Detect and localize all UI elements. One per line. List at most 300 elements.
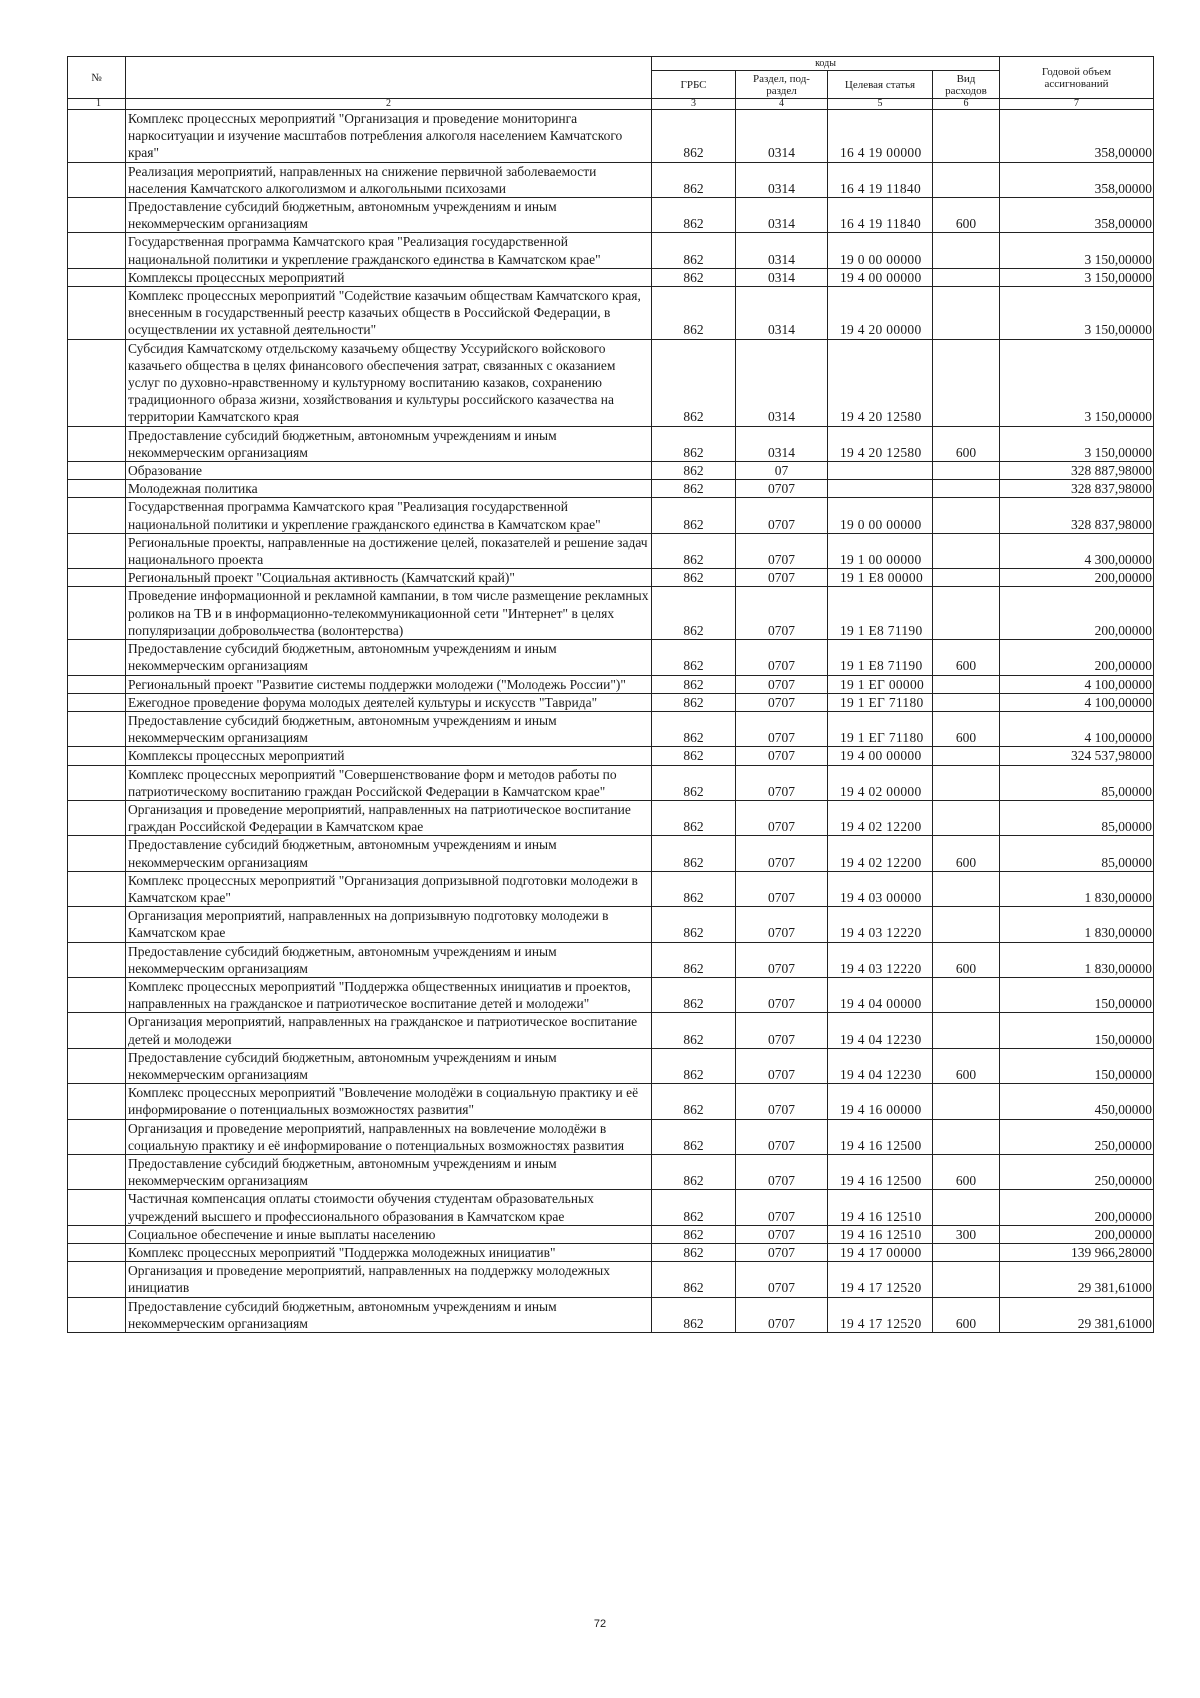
row-celevaya-cell: 19 4 02 12200 [828,800,933,835]
row-vid-cell: 600 [933,1297,1000,1332]
row-celevaya-cell: 19 4 16 12500 [828,1154,933,1189]
row-name-cell: Региональный проект "Социальная активность (Камчатский край)" [126,569,652,587]
row-vid-cell [933,675,1000,693]
row-grbs-cell: 862 [652,977,736,1012]
row-vid-cell [933,287,1000,340]
table-row [68,198,1154,233]
row-grbs-cell: 862 [652,1244,736,1262]
row-vid-cell [933,1013,1000,1048]
row-celevaya-cell: 19 4 20 00000 [828,287,933,340]
row-number-cell [68,198,126,233]
row-grbs-cell: 862 [652,640,736,675]
row-celevaya-cell: 19 4 17 12520 [828,1297,933,1332]
row-celevaya-cell: 19 1 E8 71190 [828,587,933,640]
row-razdel-cell: 0314 [736,198,828,233]
row-razdel-cell: 0707 [736,1297,828,1332]
row-name-cell: Комплекс процессных мероприятий "Вовлечение молодёжи в социальную практику и её информирование о потенциальных возможностях развития" [126,1084,652,1119]
budget-table [67,56,1154,1333]
row-vid-cell [933,162,1000,197]
row-celevaya-cell: 19 4 16 12510 [828,1225,933,1243]
row-name-cell: Предоставление субсидий бюджетным, автономным учреждениям и иным некоммерческим организациям [126,198,652,233]
row-razdel-cell: 0707 [736,480,828,498]
table-row [68,268,1154,286]
row-amount-cell: 200,00000 [1000,640,1154,675]
row-amount-cell: 4 100,00000 [1000,675,1154,693]
col-number-2: 2 [126,99,652,110]
header-vid: Вид расходов [933,71,1000,99]
row-grbs-cell: 862 [652,1297,736,1332]
row-vid-cell [933,462,1000,480]
row-celevaya-cell [828,480,933,498]
row-celevaya-cell: 16 4 19 11840 [828,198,933,233]
header-name [126,57,652,99]
row-razdel-cell: 0314 [736,233,828,268]
row-razdel-cell: 0707 [736,533,828,568]
row-vid-cell [933,110,1000,163]
row-name-cell: Предоставление субсидий бюджетным, автономным учреждениям и иным некоммерческим организациям [126,711,652,746]
table-body [68,110,1154,1333]
row-celevaya-cell: 19 1 ЕГ 71180 [828,711,933,746]
row-grbs-cell: 862 [652,498,736,533]
row-name-cell: Предоставление субсидий бюджетным, автономным учреждениям и иным некоммерческим организациям [126,836,652,871]
row-name-cell: Субсидия Камчатскому отдельскому казачьему обществу Уссурийского войскового казачьего общества в целях финансового обеспечения затрат, связанных с оказанием услуг по духовно-нравственному и культурному воспитанию казаков, сохранению традиционного образа жизни, хозяйствования и культуры российского казачества на территории Камчатского края [126,339,652,426]
table-row [68,287,1154,340]
row-number-cell [68,693,126,711]
row-vid-cell: 600 [933,711,1000,746]
row-name-cell: Организация и проведение мероприятий, направленных на поддержку молодежных инициатив [126,1262,652,1297]
table-row [68,942,1154,977]
row-name-cell: Реализация мероприятий, направленных на снижение первичной заболеваемости населения Камчатского алкоголизмом и алкогольными психозами [126,162,652,197]
row-number-cell [68,498,126,533]
row-amount-cell: 358,00000 [1000,162,1154,197]
row-razdel-cell: 0707 [736,942,828,977]
row-vid-cell: 600 [933,426,1000,461]
row-name-cell: Организация мероприятий, направленных на гражданское и патриотическое воспитание детей и молодежи [126,1013,652,1048]
row-celevaya-cell: 19 1 E8 71190 [828,640,933,675]
row-name-cell: Предоставление субсидий бюджетным, автономным учреждениям и иным некоммерческим организациям [126,1048,652,1083]
row-razdel-cell: 0314 [736,110,828,163]
row-razdel-cell: 0707 [736,1262,828,1297]
row-grbs-cell: 862 [652,1013,736,1048]
col-number-3: 3 [652,99,736,110]
row-grbs-cell: 862 [652,198,736,233]
table-row [68,480,1154,498]
row-razdel-cell: 0707 [736,1084,828,1119]
row-amount-cell: 150,00000 [1000,1048,1154,1083]
row-vid-cell [933,765,1000,800]
row-number-cell [68,942,126,977]
page-number: 72 [593,1618,607,1630]
table-row [68,871,1154,906]
row-celevaya-cell: 19 4 04 00000 [828,977,933,1012]
row-celevaya-cell: 19 4 02 00000 [828,765,933,800]
row-number-cell [68,533,126,568]
header-num: № [68,57,126,99]
row-amount-cell: 200,00000 [1000,569,1154,587]
row-vid-cell [933,800,1000,835]
row-amount-cell: 150,00000 [1000,977,1154,1012]
table-row [68,1262,1154,1297]
row-name-cell: Предоставление субсидий бюджетным, автономным учреждениям и иным некоммерческим организациям [126,1297,652,1332]
row-vid-cell [933,1262,1000,1297]
row-number-cell [68,233,126,268]
row-number-cell [68,1048,126,1083]
table-row [68,498,1154,533]
row-vid-cell [933,533,1000,568]
row-vid-cell [933,1244,1000,1262]
row-number-cell [68,339,126,426]
table-row [68,426,1154,461]
row-amount-cell: 1 830,00000 [1000,871,1154,906]
row-grbs-cell: 862 [652,711,736,746]
row-vid-cell [933,1084,1000,1119]
row-name-cell: Образование [126,462,652,480]
row-celevaya-cell: 19 1 00 00000 [828,533,933,568]
table-row [68,1084,1154,1119]
row-amount-cell: 3 150,00000 [1000,339,1154,426]
row-celevaya-cell: 19 4 04 12230 [828,1048,933,1083]
row-razdel-cell: 0707 [736,693,828,711]
row-name-cell: Социальное обеспечение и иные выплаты населению [126,1225,652,1243]
header-kody: коды [652,57,1000,71]
row-vid-cell: 600 [933,1048,1000,1083]
table-row [68,1190,1154,1225]
row-vid-cell [933,747,1000,765]
row-amount-cell: 200,00000 [1000,1190,1154,1225]
row-number-cell [68,268,126,286]
row-celevaya-cell: 19 0 00 00000 [828,498,933,533]
row-amount-cell: 4 100,00000 [1000,693,1154,711]
row-name-cell: Предоставление субсидий бюджетным, автономным учреждениям и иным некоммерческим организациям [126,942,652,977]
row-grbs-cell: 862 [652,675,736,693]
row-vid-cell [933,907,1000,942]
table-row [68,675,1154,693]
table-row [68,836,1154,871]
row-vid-cell [933,977,1000,1012]
row-razdel-cell: 0707 [736,977,828,1012]
row-grbs-cell: 862 [652,871,736,906]
row-amount-cell: 358,00000 [1000,110,1154,163]
row-number-cell [68,977,126,1012]
row-number-cell [68,1225,126,1243]
row-grbs-cell: 862 [652,800,736,835]
row-amount-cell: 3 150,00000 [1000,287,1154,340]
row-amount-cell: 200,00000 [1000,1225,1154,1243]
row-vid-cell [933,498,1000,533]
row-amount-cell: 3 150,00000 [1000,268,1154,286]
row-amount-cell: 3 150,00000 [1000,426,1154,461]
row-amount-cell: 29 381,61000 [1000,1297,1154,1332]
row-name-cell: Предоставление субсидий бюджетным, автономным учреждениям и иным некоммерческим организациям [126,640,652,675]
row-razdel-cell: 0707 [736,1244,828,1262]
col-number-6: 6 [933,99,1000,110]
row-number-cell [68,1154,126,1189]
row-grbs-cell: 862 [652,569,736,587]
row-celevaya-cell: 16 4 19 11840 [828,162,933,197]
row-number-cell [68,871,126,906]
row-grbs-cell: 862 [652,693,736,711]
row-amount-cell: 85,00000 [1000,765,1154,800]
row-razdel-cell: 0314 [736,287,828,340]
row-name-cell: Комплексы процессных мероприятий [126,268,652,286]
row-amount-cell: 324 537,98000 [1000,747,1154,765]
row-number-cell [68,1297,126,1332]
row-celevaya-cell: 19 1 ЕГ 71180 [828,693,933,711]
table-row [68,110,1154,163]
row-amount-cell: 139 966,28000 [1000,1244,1154,1262]
row-grbs-cell: 862 [652,1225,736,1243]
row-vid-cell [933,268,1000,286]
row-grbs-cell: 862 [652,747,736,765]
row-celevaya-cell: 19 1 ЕГ 00000 [828,675,933,693]
row-name-cell: Организация и проведение мероприятий, направленных на вовлечение молодёжи в социальную практику и её информирование о потенциальных возможностях развития [126,1119,652,1154]
row-number-cell [68,1244,126,1262]
header-razdel: Раздел, под- раздел [736,71,828,99]
row-grbs-cell: 862 [652,1154,736,1189]
row-vid-cell: 600 [933,198,1000,233]
row-grbs-cell: 862 [652,287,736,340]
table-row [68,747,1154,765]
row-grbs-cell: 862 [652,462,736,480]
row-number-cell [68,1190,126,1225]
col-number-5: 5 [828,99,933,110]
row-razdel-cell: 0314 [736,426,828,461]
table-row [68,1297,1154,1332]
row-celevaya-cell: 19 4 16 12500 [828,1119,933,1154]
row-vid-cell: 600 [933,836,1000,871]
row-amount-cell: 85,00000 [1000,836,1154,871]
row-razdel-cell: 0314 [736,162,828,197]
col-number-1: 1 [68,99,126,110]
row-amount-cell: 4 100,00000 [1000,711,1154,746]
row-name-cell: Молодежная политика [126,480,652,498]
row-grbs-cell: 862 [652,426,736,461]
row-vid-cell: 600 [933,942,1000,977]
row-number-cell [68,1084,126,1119]
row-razdel-cell: 0707 [736,1013,828,1048]
table-row [68,765,1154,800]
row-number-cell [68,1013,126,1048]
row-razdel-cell: 0707 [736,498,828,533]
col-number-4: 4 [736,99,828,110]
row-number-cell [68,1262,126,1297]
row-grbs-cell: 862 [652,162,736,197]
row-razdel-cell: 0707 [736,800,828,835]
row-number-cell [68,426,126,461]
table-row [68,640,1154,675]
row-vid-cell: 600 [933,640,1000,675]
row-vid-cell [933,569,1000,587]
row-celevaya-cell: 19 4 03 12220 [828,907,933,942]
col-number-7: 7 [1000,99,1154,110]
row-name-cell: Комплекс процессных мероприятий "Организация и проведение мониторинга наркоситуации и изучение масштабов потребления алкоголя населением Камчатского края" [126,110,652,163]
table-row [68,1244,1154,1262]
table-row [68,693,1154,711]
row-celevaya-cell: 16 4 19 00000 [828,110,933,163]
budget-table-sheet [67,56,1153,1333]
row-amount-cell: 200,00000 [1000,587,1154,640]
row-number-cell [68,162,126,197]
row-number-cell [68,1119,126,1154]
row-vid-cell [933,587,1000,640]
row-vid-cell [933,693,1000,711]
row-vid-cell [933,1119,1000,1154]
row-number-cell [68,569,126,587]
header-amount: Годовой объем ассигнований [1000,57,1154,99]
row-grbs-cell: 862 [652,907,736,942]
table-row [68,569,1154,587]
row-amount-cell: 1 830,00000 [1000,907,1154,942]
table-row [68,533,1154,568]
row-name-cell: Организация и проведение мероприятий, направленных на патриотическое воспитание граждан Российской Федерации в Камчатском крае [126,800,652,835]
row-grbs-cell: 862 [652,942,736,977]
row-celevaya-cell: 19 0 00 00000 [828,233,933,268]
table-row [68,1048,1154,1083]
row-grbs-cell: 862 [652,1262,736,1297]
row-razdel-cell: 07 [736,462,828,480]
row-name-cell: Комплекс процессных мероприятий "Поддержка молодежных инициатив" [126,1244,652,1262]
row-vid-cell [933,233,1000,268]
row-vid-cell [933,871,1000,906]
row-name-cell: Государственная программа Камчатского края "Реализация государственной национальной политики и укрепление гражданского единства в Камчатском крае" [126,498,652,533]
row-name-cell: Частичная компенсация оплаты стоимости обучения студентам образовательных учреждений высшего и профессионального образования в Камчатском крае [126,1190,652,1225]
row-razdel-cell: 0707 [736,747,828,765]
row-amount-cell: 328 887,98000 [1000,462,1154,480]
row-amount-cell: 450,00000 [1000,1084,1154,1119]
table-row [68,1119,1154,1154]
row-number-cell [68,907,126,942]
row-razdel-cell: 0314 [736,339,828,426]
row-amount-cell: 29 381,61000 [1000,1262,1154,1297]
row-grbs-cell: 862 [652,480,736,498]
row-celevaya-cell: 19 4 02 12200 [828,836,933,871]
row-celevaya-cell: 19 1 E8 00000 [828,569,933,587]
row-razdel-cell: 0707 [736,1048,828,1083]
row-razdel-cell: 0707 [736,1154,828,1189]
row-razdel-cell: 0707 [736,587,828,640]
row-celevaya-cell [828,462,933,480]
row-vid-cell: 300 [933,1225,1000,1243]
row-amount-cell: 1 830,00000 [1000,942,1154,977]
table-row [68,1013,1154,1048]
row-name-cell: Организация мероприятий, направленных на допризывную подготовку молодежи в Камчатском крае [126,907,652,942]
row-grbs-cell: 862 [652,533,736,568]
row-number-cell [68,747,126,765]
row-amount-cell: 328 837,98000 [1000,498,1154,533]
row-amount-cell: 250,00000 [1000,1119,1154,1154]
row-vid-cell: 600 [933,1154,1000,1189]
row-number-cell [68,675,126,693]
row-number-cell [68,110,126,163]
table-row [68,587,1154,640]
row-name-cell: Ежегодное проведение форума молодых деятелей культуры и искусств "Таврида" [126,693,652,711]
row-razdel-cell: 0707 [736,1190,828,1225]
row-amount-cell: 85,00000 [1000,800,1154,835]
row-grbs-cell: 862 [652,110,736,163]
table-row [68,339,1154,426]
row-name-cell: Государственная программа Камчатского края "Реализация государственной национальной политики и укрепление гражданского единства в Камчатском крае" [126,233,652,268]
row-amount-cell: 4 300,00000 [1000,533,1154,568]
row-name-cell: Комплексы процессных мероприятий [126,747,652,765]
row-grbs-cell: 862 [652,587,736,640]
header-grbs: ГРБС [652,71,736,99]
row-vid-cell [933,339,1000,426]
row-number-cell [68,640,126,675]
row-amount-cell: 358,00000 [1000,198,1154,233]
row-razdel-cell: 0707 [736,569,828,587]
row-name-cell: Комплекс процессных мероприятий "Организация допризывной подготовки молодежи в Камчатском крае" [126,871,652,906]
row-razdel-cell: 0707 [736,711,828,746]
row-razdel-cell: 0707 [736,871,828,906]
row-amount-cell: 328 837,98000 [1000,480,1154,498]
row-name-cell: Региональные проекты, направленные на достижение целей, показателей и решение задач национального проекта [126,533,652,568]
row-razdel-cell: 0707 [736,675,828,693]
row-grbs-cell: 862 [652,1048,736,1083]
row-grbs-cell: 862 [652,1190,736,1225]
row-grbs-cell: 862 [652,268,736,286]
row-celevaya-cell: 19 4 16 00000 [828,1084,933,1119]
row-number-cell [68,462,126,480]
row-vid-cell [933,1190,1000,1225]
row-amount-cell: 150,00000 [1000,1013,1154,1048]
row-number-cell [68,800,126,835]
table-row [68,1154,1154,1189]
row-name-cell: Комплекс процессных мероприятий "Совершенствование форм и методов работы по патриотическому воспитанию граждан Российской Федерации в Камчатском крае" [126,765,652,800]
row-name-cell: Комплекс процессных мероприятий "Поддержка общественных инициатив и проектов, направленных на гражданское и патриотическое воспитание детей и молодежи" [126,977,652,1012]
row-name-cell: Комплекс процессных мероприятий "Содействие казачьим обществам Камчатского края, внесенным в государственный реестр казачьих обществ в Российской Федерации, в осуществлении их уставной деятельности" [126,287,652,340]
row-name-cell: Проведение информационной и рекламной кампании, в том числе размещение рекламных роликов на ТВ и в информационно-телекоммуникационной сети "Интернет" в целях популяризации добровольчества (волонтерства) [126,587,652,640]
row-number-cell [68,480,126,498]
row-number-cell [68,836,126,871]
table-row [68,800,1154,835]
table-row [68,1225,1154,1243]
row-grbs-cell: 862 [652,339,736,426]
table-row [68,977,1154,1012]
row-celevaya-cell: 19 4 17 00000 [828,1244,933,1262]
row-celevaya-cell: 19 4 17 12520 [828,1262,933,1297]
row-razdel-cell: 0707 [736,836,828,871]
row-razdel-cell: 0707 [736,640,828,675]
row-grbs-cell: 862 [652,836,736,871]
row-razdel-cell: 0314 [736,268,828,286]
row-number-cell [68,711,126,746]
row-celevaya-cell: 19 4 03 00000 [828,871,933,906]
row-amount-cell: 250,00000 [1000,1154,1154,1189]
row-grbs-cell: 862 [652,1084,736,1119]
row-number-cell [68,287,126,340]
row-razdel-cell: 0707 [736,907,828,942]
row-celevaya-cell: 19 4 04 12230 [828,1013,933,1048]
table-row [68,233,1154,268]
row-name-cell: Региональный проект "Развитие системы поддержки молодежи ("Молодежь России")" [126,675,652,693]
row-celevaya-cell: 19 4 03 12220 [828,942,933,977]
row-razdel-cell: 0707 [736,1119,828,1154]
row-number-cell [68,765,126,800]
header-celevaya: Целевая статья [828,71,933,99]
row-grbs-cell: 862 [652,1119,736,1154]
row-grbs-cell: 862 [652,233,736,268]
row-grbs-cell: 862 [652,765,736,800]
row-celevaya-cell: 19 4 20 12580 [828,426,933,461]
row-razdel-cell: 0707 [736,1225,828,1243]
row-celevaya-cell: 19 4 00 00000 [828,747,933,765]
table-row [68,162,1154,197]
table-row [68,462,1154,480]
table-row [68,711,1154,746]
row-celevaya-cell: 19 4 20 12580 [828,339,933,426]
row-razdel-cell: 0707 [736,765,828,800]
row-celevaya-cell: 19 4 00 00000 [828,268,933,286]
